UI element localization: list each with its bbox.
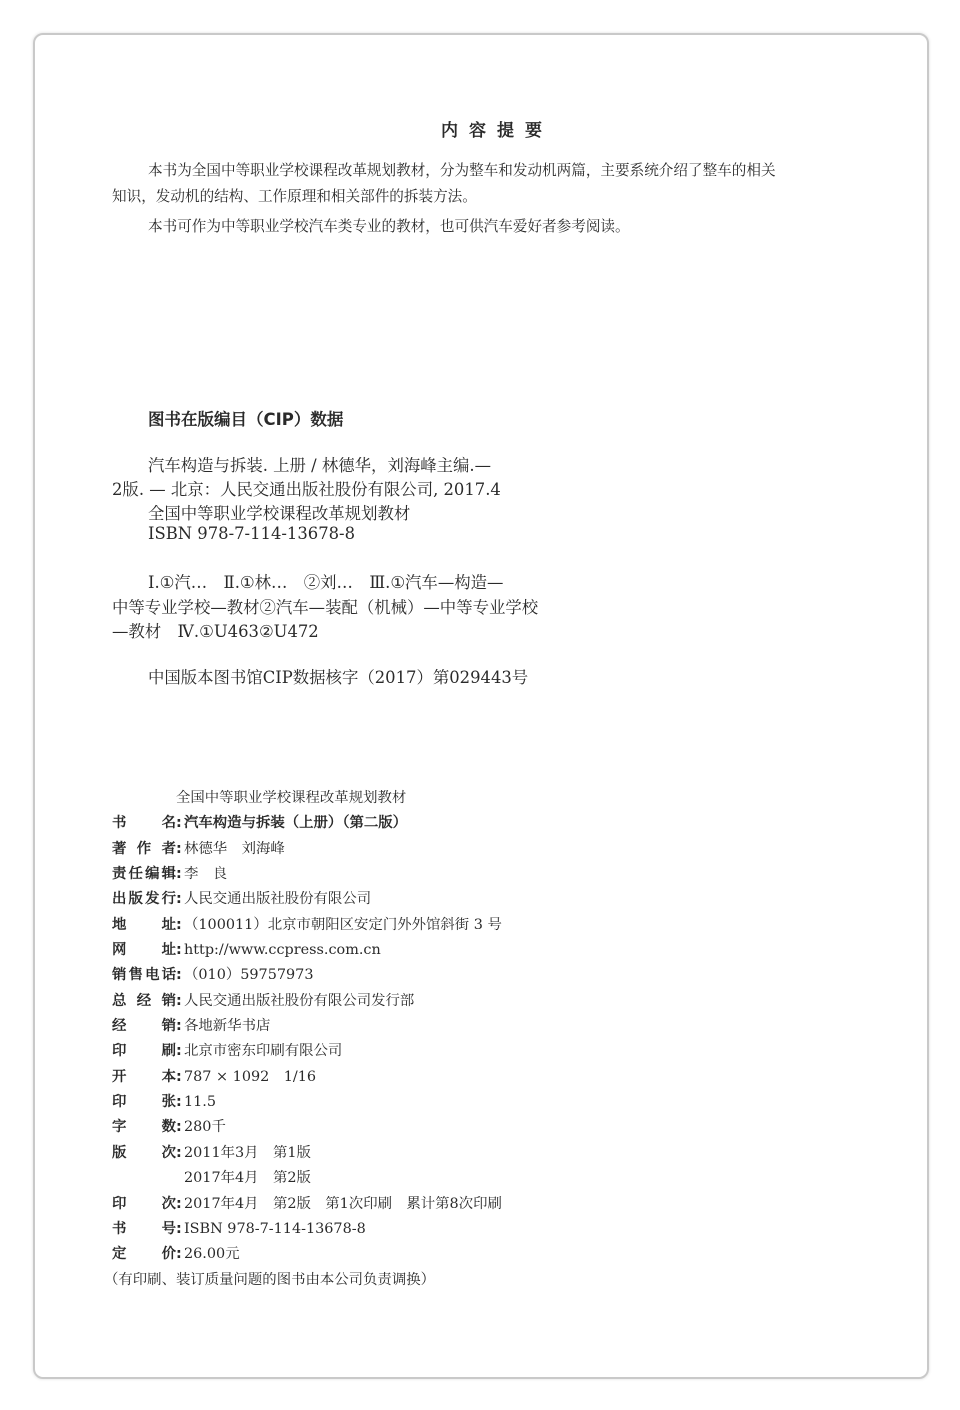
colophon-row: 版次 : 2011年3月 第1版	[112, 1144, 311, 1161]
cip-line: 汽车构造与拆装. 上册 / 林德华，刘海峰主编.—	[148, 456, 491, 475]
cip-line: 中国版本图书馆CIP数据核字（2017）第029443号	[148, 668, 529, 687]
summary-para1-line1: 本书为全国中等职业学校课程改革规划教材，分为整车和发动机两篇，主要系统介绍了整车的相关	[148, 162, 776, 179]
website-link: http://www.ccpress.com.cn	[184, 942, 381, 959]
colophon-row: 责任编辑 : 李 良	[112, 866, 228, 883]
cip-line: 2版. — 北京：人民交通出版社股份有限公司, 2017.4	[112, 480, 501, 499]
colophon-note: （有印刷、装订质量问题的图书由本公司负责调换）	[104, 1271, 435, 1288]
colophon-row: 销售电话 : （010）59757973	[112, 967, 314, 984]
summary-para2: 本书可作为中等职业学校汽车类专业的教材，也可供汽车爱好者参考阅读。	[148, 218, 630, 235]
cip-line: 全国中等职业学校课程改革规划教材	[148, 504, 411, 523]
colophon-row: 印刷 : 北京市密东印刷有限公司	[112, 1043, 343, 1060]
colophon-series: 全国中等职业学校课程改革规划教材	[176, 790, 407, 806]
colophon-row: 出版发行 : 人民交通出版社股份有限公司	[112, 891, 372, 908]
cip-heading: 图书在版编目（CIP）数据	[148, 410, 344, 429]
colophon-row: 书名 : 汽车构造与拆装（上册）（第二版）	[112, 815, 408, 832]
colophon-row: 著作者 : 林德华 刘海峰	[112, 840, 285, 857]
cip-line: Ⅰ.①汽… Ⅱ.①林… ②刘… Ⅲ.①汽车—构造—	[148, 573, 504, 592]
summary-para1-line2: 知识，发动机的结构、工作原理和相关部件的拆装方法。	[112, 188, 477, 205]
colophon	[104, 786, 502, 1293]
colophon-row: 开本 : 787 × 1092 1/16	[112, 1068, 317, 1085]
colophon-row: 2017年4月 第2版	[184, 1170, 311, 1187]
colophon-row: 书号 : ISBN 978-7-114-13678-8	[112, 1220, 366, 1237]
colophon-row: 印次 : 2017年4月 第2版 第1次印刷 累计第8次印刷	[112, 1195, 502, 1212]
colophon-row: 总经销 : 人民交通出版社股份有限公司发行部	[112, 992, 415, 1009]
colophon-row: 经销 : 各地新华书店	[112, 1018, 271, 1035]
colophon-row: 定价 : 26.00元	[112, 1246, 240, 1263]
colophon-row: 地址 : （100011）北京市朝阳区安定门外外馆斜街 3 号	[112, 916, 502, 933]
colophon-row: 印张 : 11.5	[112, 1094, 217, 1111]
cip-line: —教材 Ⅳ.①U463②U472	[112, 622, 319, 641]
colophon-row: 字数 : 280千	[112, 1119, 226, 1136]
colophon-row: 网址 : http://www.ccpress.com.cn	[112, 938, 502, 963]
cip-line: ISBN 978-7-114-13678-8	[148, 524, 356, 543]
summary-heading: 内容提要	[441, 121, 553, 141]
cip-line: 中等专业学校—教材②汽车—装配（机械）—中等专业学校	[112, 598, 539, 617]
